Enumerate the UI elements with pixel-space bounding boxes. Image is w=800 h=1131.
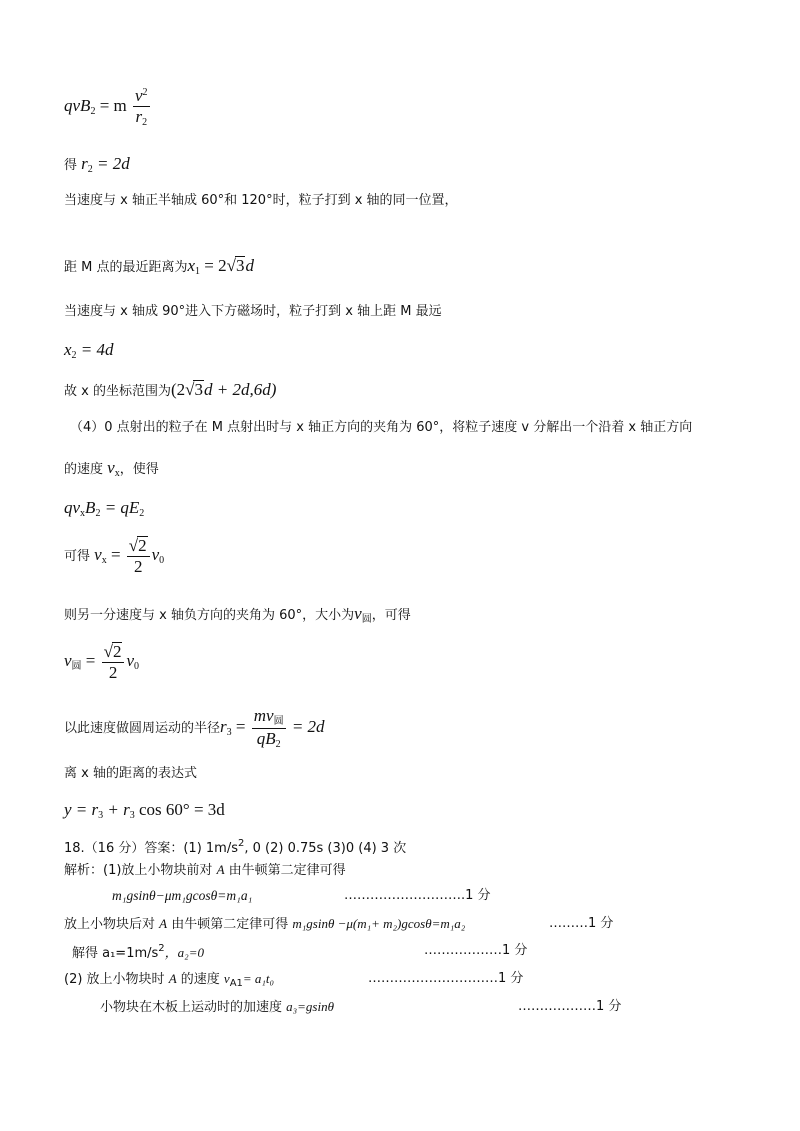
result-v-circle: $v_圆$ = $\frac{√2}{2}$ $v_0$ bbox=[64, 642, 140, 682]
nearest-distance: 距 M 点的最近距离为$x_1 = 2√3d$ bbox=[64, 256, 254, 277]
radius-r3: 以此速度做圆周运动的半径$r_3$ = $\frac{mv_圆}{qB_2}$ = 2d bbox=[64, 706, 325, 750]
text-farthest: 当速度与 x 轴成 90°进入下方磁场时，粒子打到 x 轴上距 M 最远 bbox=[64, 304, 442, 319]
result-x2: $x_2 = 4d$ bbox=[64, 340, 114, 361]
result-r2: 得 $r_2 = 2d$ bbox=[64, 154, 130, 175]
solve-a1-a2: 解得 $a_1=1m/s^2$，a₂=0 ………………1 分 bbox=[72, 943, 528, 961]
fraction: $\frac{√2}{2}$ bbox=[102, 642, 125, 682]
velocity-vx-line: 的速度 $v_x$，使得 bbox=[64, 458, 159, 479]
result-vx: 可得 $v_x$ = $\frac{√2}{2}$ $v_0$ bbox=[64, 536, 165, 576]
velocity-A1: (2) 放上小物块时 A 的速度 $v_{A1}= a_1t_0$ …………………………1 分 bbox=[64, 971, 524, 989]
coordinate-range: 故 x 的坐标范围为(2√3d + 2d,6d) bbox=[64, 380, 277, 399]
equation-before: m₁gsinθ−μm₁gcosθ=m₁a₁ ……………………….1 分 bbox=[112, 888, 491, 903]
other-component-line: 则另一分速度与 x 轴负方向的夹角为 60°，大小为$v_圆$，可得 bbox=[64, 604, 411, 625]
part4-intro: （4）0 点射出的粒子在 M 点射出时与 x 轴正方向的夹角为 60°，将粒子速度 v 分解出一个沿着 x 轴正方向 bbox=[70, 420, 693, 435]
q18-answer: 18.（16 分）答案：(1) $1m/s^2$, 0 (2) 0.75s (3)0 (4) 3 次 bbox=[64, 838, 407, 856]
text-distance-expr: 离 x 轴的距离的表达式 bbox=[64, 766, 197, 781]
fraction: $\frac{√2}{2}$ bbox=[127, 536, 150, 576]
equation-lorentz-force: qvB$_2$ = m $\frac{v^2}{r_2}$ bbox=[64, 86, 148, 128]
equation-y: $y = r_3 + r_3$ cos 60° = 3d bbox=[64, 800, 225, 821]
equation-balance: $qv_xB_2 = qE_2$ bbox=[64, 498, 145, 519]
equation-after: 放上小物块后对 A 由牛顿第二定律可得 m₁gsinθ −μ(m₁+ m₂)gcosθ=m₁a₂ ………1 分 bbox=[64, 916, 614, 932]
text-same-position: 当速度与 x 轴正半轴成 60°和 120°时，粒子打到 x 轴的同一位置， bbox=[64, 193, 458, 208]
q18-analysis-intro: 解析：(1)放上小物块前对 A 由牛顿第二定律可得 bbox=[64, 862, 346, 878]
acceleration-a3: 小物块在木板上运动时的加速度 a₃=gsinθ ………………1 分 bbox=[100, 999, 622, 1015]
fraction: $\frac{mv_圆}{qB_2}$ bbox=[253, 706, 284, 750]
fraction: $\frac{v^2}{r_2}$ bbox=[135, 86, 148, 128]
